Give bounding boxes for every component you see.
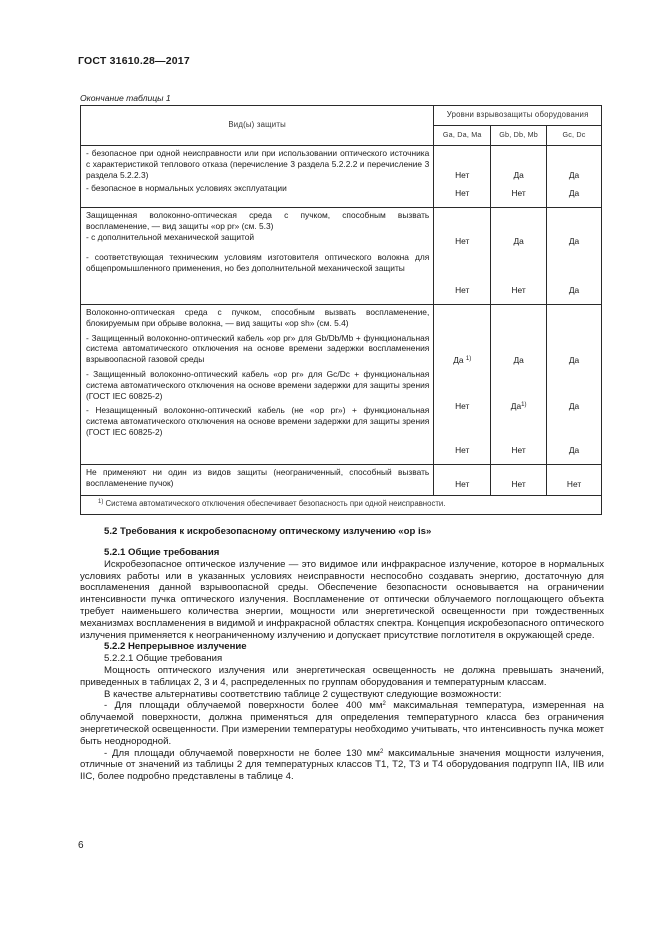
cell-value: Да xyxy=(568,285,580,295)
row-text: - Незащищенный волоконно-оптический кабель (не «op pr») + функциональная система автоматического отключения на основе времени задержки для защиты зрения (ГОСТ IEC 60825-2) xyxy=(86,405,430,437)
cell-value: Да xyxy=(568,236,580,246)
cell-value: Да xyxy=(568,188,580,198)
page-number: 6 xyxy=(78,840,84,851)
row-text: - соответствующая техническим условиям изготовителя оптического волокна для общепромышленного применения, но без дополнительной механической защиты xyxy=(86,252,430,274)
subheader-ga: Ga, Da, Ma xyxy=(434,126,491,146)
table-row xyxy=(81,465,602,496)
section-5-2-2-1-heading: 5.2.2.1 Общие требования xyxy=(104,653,223,665)
cell-value: Нет xyxy=(455,170,470,180)
paragraph: В качестве альтернативы соответствию таблице 2 существуют следующие возможности: xyxy=(104,688,502,700)
cell-value: Нет xyxy=(455,479,470,489)
cell-value: Да xyxy=(568,445,580,455)
cell-value: Нет xyxy=(511,445,526,455)
cell-value-with-footnote: $Да^{1)}$ xyxy=(510,401,527,411)
row-text: Защищенная волоконно-оптическая среда с пучком, способным вызвать воспламенение, — вид защиты «op pr» (см. 5.3) xyxy=(86,210,430,231)
cell-value: Нет xyxy=(455,401,470,411)
row-text: - Защищенный волоконно-оптический кабель «op pr» для Gc/Dc + функциональная система автоматического отключения на основе времени задержки для защиты зрения (ГОСТ IEC 60825-2) xyxy=(86,368,430,401)
row-text: Не применяют ни один из видов защиты (неограниченный, способный вызвать воспламенение пучок) xyxy=(81,465,434,496)
row-text: - с дополнительной механической защитой xyxy=(86,231,255,242)
cell-value: Да xyxy=(568,355,580,365)
paragraph: - Для площади облучаемой поверхности более 400 $мм^2$ максимальная температура, измеренная на облучаемой поверхности, должна применяться для определения температурного класса без ограничения энергетической освещенности. При измерении температуры необходимо учитывать, что интенсивность пучка может быть неоднородной. xyxy=(80,700,604,747)
cell-value: Нет xyxy=(455,188,470,198)
table-row xyxy=(81,208,602,305)
row-text: - Защищенный волоконно-оптический кабель «op pr» для Gb/Db/Mb + функциональная система автоматического отключения на основе времени задержки воспламенения взрывоопасной газовой среды xyxy=(86,332,430,365)
cell-value: Нет xyxy=(455,285,470,295)
cell-value: Нет xyxy=(455,445,470,455)
cell-value-with-footnote: Да $^{1)}$ xyxy=(453,355,472,365)
header-protection-types: Вид(ы) защиты xyxy=(81,106,434,146)
cell-value: Да xyxy=(568,170,580,180)
paragraph: Искробезопасное оптическое излучение — это видимое или инфракрасное излучение, которое в нормальных условиях работы или в указанных условиях неисправности неспособно создавать энергию, достаточную для воспламенения данной взрывоопасной среды. Обеспечение безопасности основывается на ограничении интенсивности пучка оптического излучения. Воспламенение от оптически облучаемого поглощающего объекта требует наименьшего количества энергии, мощности или энергетической освещенности при тождественных механизмах воспламенения в видимой и инфракрасной областях спектра. Концепция искробезопасного оптического излучения применяется к неограниченному излучению и допускает присутствие поглотителя в окружающей среде. xyxy=(80,558,604,641)
table-row xyxy=(81,146,602,208)
document-header: ГОСТ 31610.28—2017 xyxy=(78,55,190,67)
cell-value: Нет xyxy=(511,285,526,295)
header-protection-levels: Уровни взрывозащиты оборудования xyxy=(434,106,602,126)
cell-value: Нет xyxy=(455,236,470,246)
cell-value: Да xyxy=(513,355,524,365)
section-body xyxy=(80,547,604,783)
cell-value: Да xyxy=(513,170,524,180)
cell-value: Нет xyxy=(511,479,526,489)
section-5-2-1-heading: 5.2.1 Общие требования xyxy=(104,547,220,558)
protection-levels-table xyxy=(80,105,602,515)
row-text: - безопасное при одной неисправности или при использовании оптического источника с характеристикой теплового отказа (перечисление 3 раздела 5.2.2.2 и перечисление 3 раздела 5.2.2.3) xyxy=(86,148,430,180)
cell-value: Да xyxy=(568,401,580,411)
subheader-gb: Gb, Db, Mb xyxy=(491,126,547,146)
section-5-2-heading: 5.2 Требования к искробезопасному оптическому излучению «op is» xyxy=(104,526,432,537)
section-5-2-2-heading: 5.2.2 Непрерывное излучение xyxy=(104,641,247,653)
cell-value: Да xyxy=(513,236,524,246)
table-footnote: $^{1)}$ Система автоматического отключения обеспечивает безопасность при одной неисправности. xyxy=(81,496,602,515)
cell-value: Нет xyxy=(511,188,526,198)
paragraph: Мощность оптического излучения или энергетическая освещенность не должна превышать значений, приведенных в таблицах 2, 3 и 4, распределенных по группам оборудования и температурным классам. xyxy=(80,664,604,688)
table-caption: Окончание таблицы 1 xyxy=(80,93,171,103)
table-footnote-row xyxy=(81,496,602,515)
row-text: - безопасное в нормальных условиях эксплуатации xyxy=(86,183,287,194)
row-text: Волоконно-оптическая среда с пучком, способным вызвать воспламенение, блокируемым при обрыве волокна, — вид защиты «op sh» (см. 5.4) xyxy=(86,307,430,328)
paragraph: - Для площади облучаемой поверхности не более 130 $мм^2$ максимальные значения мощности излучения, отличные от значений из таблицы 2 для температурных классов Т1, Т2, Т3 и Т4 оборудования подгрупп IIA, IIB или IIC, более подробно представлены в таблице 4. xyxy=(80,747,604,783)
subheader-gc: Gc, Dc xyxy=(547,126,602,146)
table-row xyxy=(81,305,602,465)
cell-value: Нет xyxy=(566,479,582,489)
